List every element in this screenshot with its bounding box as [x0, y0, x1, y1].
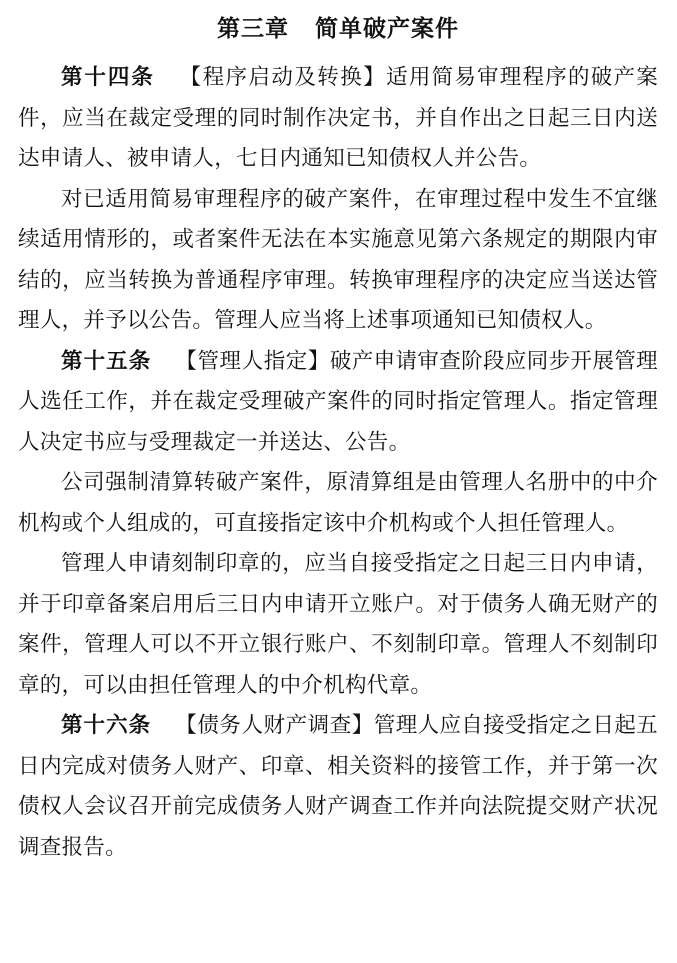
article-15-text-1: 破产申请审查阶段应同步开展管理人选任工作，并在裁定受理破产案件的同时指定管理人。指定管理人决定书应与受理裁定一并送达、公告。	[18, 348, 658, 455]
article-15-paragraph-3: 管理人申请刻制印章的，应当自接受指定之日起三日内申请，并于印章备案启用后三日内申请开立账户。对于债务人确无财产的案件，管理人可以不开立银行账户、不刻制印章。管理人不刻制印章的，可以由担任管理人的中介机构代章。	[18, 551, 658, 698]
chapter-name: 简单破产案件	[315, 16, 459, 42]
article-14-paragraph-2: 对已适用简易审理程序的破产案件，在审理过程中发生不宜继续适用情形的，或者案件无法在本实施意见第六条规定的期限内审结的，应当转换为普通程序审理。转换审理程序的决定应当送达管理人，并予以公告。管理人应当将上述事项通知已知债权人。	[18, 186, 658, 333]
chapter-number: 第三章	[217, 16, 289, 42]
article-15-heading: 【管理人指定】	[175, 348, 330, 374]
article-14-heading: 【程序启动及转换】	[178, 65, 387, 90]
article-15-paragraph-2: 公司强制清算转破产案件，原清算组是由管理人名册中的中介机构或个人组成的，可直接指定该中介机构或个人担任管理人。	[18, 470, 658, 536]
article-16-number: 第十六条	[61, 713, 152, 738]
article-16-paragraph-1	[18, 706, 658, 868]
article-14-number: 第十四条	[61, 65, 155, 90]
article-14-paragraph-1	[18, 58, 658, 180]
article-14-text-1: 适用简易审理程序的破产案件，应当在裁定受理的同时制作决定书，并自作出之日起三日内送达申请人、被申请人，七日内通知已知债权人并公告。	[18, 65, 658, 171]
document-body	[18, 58, 658, 868]
article-15-paragraph-1	[18, 342, 658, 464]
chapter-title	[18, 0, 658, 58]
article-16-heading: 【债务人财产调查】	[175, 713, 374, 738]
article-16-text-1: 管理人应自接受指定之日起五日内完成对债务人财产、印章、相关资料的接管工作，并于第一次债权人会议召开前完成债务人财产调查工作并向法院提交财产状况调查报告。	[18, 713, 658, 860]
article-15-number: 第十五条	[61, 348, 152, 374]
document-page	[18, 0, 658, 860]
